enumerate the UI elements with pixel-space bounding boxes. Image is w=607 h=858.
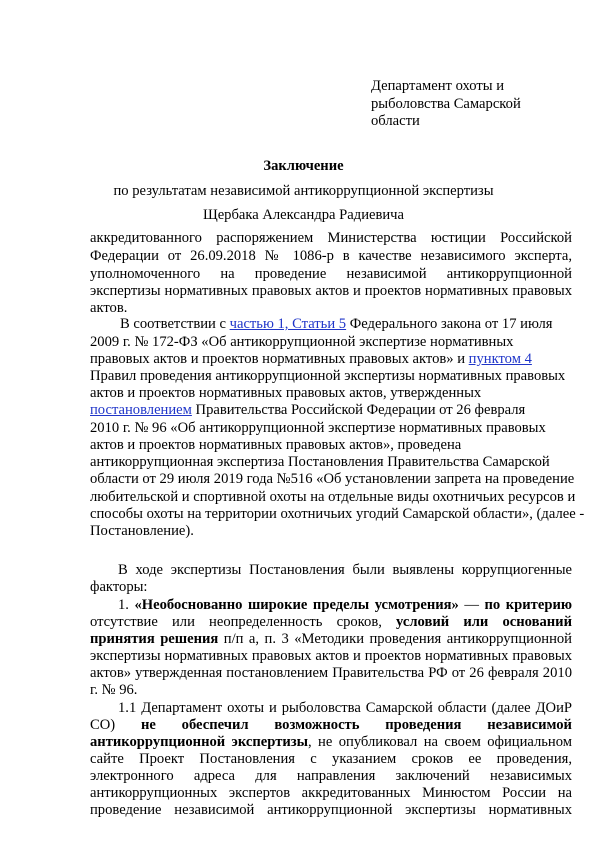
factor-1-line: г. № 96. bbox=[90, 682, 138, 698]
factor-title: «Необоснованно широкие пределы усмотрения» bbox=[134, 597, 459, 613]
addressee-block bbox=[371, 78, 571, 131]
basis-text: В соответствии с bbox=[120, 316, 230, 332]
section-1-1-line: электронного адреса для направления заключений независимых bbox=[90, 768, 572, 784]
basis-line: 2009 г. № 172-ФЗ «Об антикоррупционной экспертизе нормативных bbox=[90, 334, 514, 350]
intro-line: аккредитованного распоряжением Министерства юстиции Российской bbox=[90, 230, 572, 246]
basis-text: правовых актов и проектов нормативных правовых актов» и bbox=[90, 351, 469, 367]
section-text: СО) bbox=[90, 717, 116, 733]
section-1-1-line: сайте Проект Постановления с указанием сроков ее проведения, bbox=[90, 751, 572, 767]
basis-line: Постановление). bbox=[90, 523, 194, 539]
factor-bold-text: условий или оснований bbox=[396, 614, 573, 630]
addressee-line: рыболовства Самарской bbox=[371, 95, 521, 112]
intro-line: уполномоченного на проведение независимой антикоррупционной bbox=[90, 266, 572, 282]
intro-line: актов. bbox=[90, 300, 128, 316]
section-1-1-line bbox=[90, 717, 572, 734]
intro-line: экспертизы нормативных правовых актов и проектов нормативных правовых bbox=[90, 283, 572, 299]
dash: — bbox=[458, 597, 485, 613]
findings-line: В ходе экспертизы Постановления были выявлены коррупциогенные bbox=[118, 562, 572, 578]
findings-line: факторы: bbox=[90, 579, 148, 595]
section-bold-word: независимой bbox=[487, 717, 572, 733]
expert-name: Щербака Александра Радиевича bbox=[202, 207, 405, 223]
factor-text: отсутствие или неопределенность сроков, bbox=[90, 614, 397, 630]
basis-line: способы охоты на территории охотничьих угодий Самарской области», (далее - bbox=[90, 506, 585, 522]
section-1-1-line: антикоррупционных экспертов аккредитованных Минюстом России на bbox=[90, 785, 572, 801]
basis-line bbox=[90, 402, 525, 419]
resolution-link[interactable]: постановлением bbox=[90, 402, 192, 418]
section-1-1-line: проведение независимой антикоррупционной экспертизы нормативных bbox=[90, 802, 572, 818]
addressee-line: области bbox=[371, 113, 420, 129]
document-title: Заключение bbox=[263, 158, 344, 174]
law-article-link[interactable]: частью 1, Статьи 5 bbox=[229, 316, 347, 332]
basis-text: Правительства Российской Федерации от 26 февраля bbox=[191, 402, 526, 418]
basis-line bbox=[120, 316, 553, 333]
factor-1-line bbox=[90, 631, 572, 648]
section-text: , не опубликовал на своем официальном bbox=[308, 734, 572, 750]
factor-number: 1. bbox=[118, 597, 135, 613]
section-bold-word: возможность bbox=[274, 717, 360, 733]
section-bold-word: проведения bbox=[385, 717, 462, 733]
factor-1-line: актов» утвержденная постановлением Правительства РФ от 26 февраля 2010 bbox=[90, 665, 572, 681]
factor-1-line: экспертизы нормативных правовых актов и проектов нормативных правовых bbox=[90, 648, 572, 664]
basis-line: актов и проектов нормативных правовых актов», проведена bbox=[90, 437, 462, 453]
section-bold-text: антикоррупционной экспертизы bbox=[90, 734, 309, 750]
factor-text: п/п а, п. 3 «Методики проведения антикоррупционной bbox=[218, 631, 572, 647]
document-subtitle: по результатам независимой антикоррупционной экспертизы bbox=[113, 183, 494, 199]
addressee-line: Департамент охоты и bbox=[371, 78, 505, 94]
section-1-1-line bbox=[90, 734, 572, 751]
basis-line: антикоррупционная экспертиза Постановления Правительства Самарской bbox=[90, 454, 550, 470]
factor-bold-text: принятия решения bbox=[90, 631, 219, 647]
basis-line: актов и проектов нормативных правовых актов, утвержденных bbox=[90, 385, 482, 401]
section-bold-word: не bbox=[140, 717, 156, 733]
basis-text: Федерального закона от 17 июля bbox=[346, 316, 553, 332]
section-1-1-line: 1.1 Департамент охоты и рыболовства Самарской области (далее ДОиР bbox=[118, 700, 572, 716]
basis-line bbox=[90, 351, 532, 368]
basis-line: 2010 г. № 96 «Об антикоррупционной экспертизе нормативных правовых bbox=[90, 420, 546, 436]
basis-line: любительской и спортивной охоты на отдельные виды охотничьих ресурсов и bbox=[90, 489, 576, 505]
factor-criterion: по критерию bbox=[484, 597, 573, 613]
factor-1-line bbox=[118, 597, 572, 614]
basis-line: Правил проведения антикоррупционной экспертизы нормативных правовых bbox=[90, 368, 566, 384]
factor-1-line bbox=[90, 614, 572, 631]
basis-line: области от 29 июля 2019 года №516 «Об установлении запрета на проведение bbox=[90, 471, 575, 487]
intro-line: Федерации от 26.09.2018 № 1086-р в качестве независимого эксперта, bbox=[90, 248, 572, 264]
section-bold-word: обеспечил bbox=[181, 717, 249, 733]
rule-point-link[interactable]: пунктом 4 bbox=[468, 351, 532, 367]
